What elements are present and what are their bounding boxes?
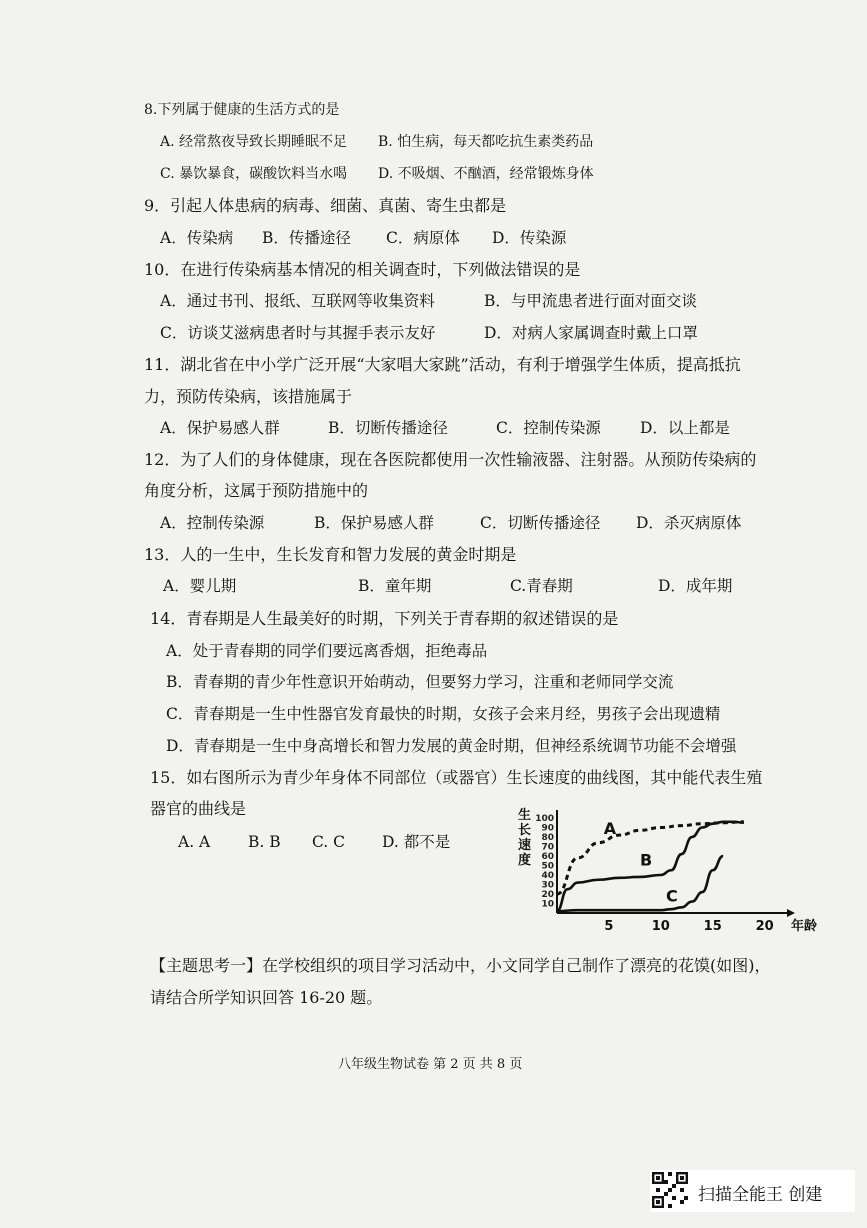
q14-option-d: D．青春期是一生中身高增长和智力发展的黄金时期，但神经系统调节功能不会增强 bbox=[166, 737, 737, 755]
q10-option-c: C．访谈艾滋病患者时与其握手表示友好 bbox=[160, 324, 436, 342]
y-tick-label: 100 bbox=[535, 814, 554, 824]
q11-option-b: B．切断传播途径 bbox=[328, 419, 448, 437]
q13-option-a: A．婴儿期 bbox=[163, 577, 237, 595]
q14-option-c: C．青春期是一生中性器官发育最快的时期，女孩子会来月经，男孩子会出现遗精 bbox=[166, 705, 721, 723]
y-axis-label-char: 生 bbox=[518, 808, 532, 823]
topic-line2: 请结合所学知识回答 16-20 题。 bbox=[150, 988, 383, 1007]
y-tick-label: 10 bbox=[541, 899, 554, 910]
question-13-stem: 13．人的一生中，生长发育和智力发展的黄金时期是 bbox=[144, 545, 517, 564]
q8-option-a: A. 经常熬夜导致长期睡眠不足 bbox=[160, 134, 348, 150]
y-tick-label: 40 bbox=[541, 871, 554, 881]
y-axis-label-char: 速 bbox=[518, 838, 532, 853]
q14-option-b: B．青春期的青少年性意识开始萌动，但要努力学习，注重和老师同学交流 bbox=[166, 673, 674, 691]
question-11-stem-line2: 力，预防传染病，该措施属于 bbox=[144, 387, 353, 406]
q15-option-a: A. A bbox=[178, 833, 211, 851]
y-axis-label-char: 度 bbox=[518, 853, 532, 868]
y-axis-label-char: 长 bbox=[518, 823, 532, 838]
q10-option-d: D．对病人家属调查时戴上口罩 bbox=[484, 324, 698, 342]
q15-option-b: B. B bbox=[248, 833, 281, 851]
question-15-stem-line1: 15．如右图所示为青少年身体不同部位（或器官）生长速度的曲线图，其中能代表生殖 bbox=[150, 768, 763, 787]
y-tick-label: 80 bbox=[541, 833, 554, 843]
question-9-stem: 9．引起人体患病的病毒、细菌、真菌、寄生虫都是 bbox=[144, 196, 507, 215]
growth-speed-chart bbox=[505, 803, 818, 943]
q13-option-d: D．成年期 bbox=[658, 577, 733, 595]
series-label-a: A bbox=[603, 819, 617, 839]
x-tick-label: 10 bbox=[651, 919, 670, 934]
q9-option-b: B．传播途径 bbox=[262, 229, 351, 247]
y-tick-label: 90 bbox=[541, 823, 554, 834]
question-8-stem: 8.下列属于健康的生活方式的是 bbox=[144, 102, 340, 118]
y-tick-label: 50 bbox=[541, 861, 554, 872]
q11-option-a: A．保护易感人群 bbox=[160, 419, 280, 437]
question-11-stem-line1: 11．湖北省在中小学广泛开展“大家唱大家跳”活动，有利于增强学生体质，提高抵抗 bbox=[144, 355, 741, 374]
q10-option-a: A．通过书刊、报纸、互联网等收集资料 bbox=[160, 292, 435, 310]
q12-option-b: B．保护易感人群 bbox=[314, 514, 434, 532]
x-tick-label: 5 bbox=[604, 919, 614, 934]
q11-option-d: D．以上都是 bbox=[640, 419, 730, 437]
q8-option-b: B. 怕生病，每天都吃抗生素类药品 bbox=[378, 134, 594, 150]
watermark-text: 扫描全能王 创建 bbox=[698, 1185, 823, 1205]
series-label-b: B bbox=[640, 850, 653, 870]
q10-option-b: B．与甲流患者进行面对面交谈 bbox=[484, 292, 697, 310]
x-tick-label: 15 bbox=[703, 919, 722, 934]
y-tick-label: 20 bbox=[541, 890, 554, 900]
series-label-c: C bbox=[666, 886, 678, 906]
question-12-stem-line2: 角度分析，这属于预防措施中的 bbox=[144, 481, 369, 500]
x-tick-label: 20 bbox=[755, 919, 774, 934]
question-14-stem: 14．青春期是人生最美好的时期，下列关于青春期的叙述错误的是 bbox=[150, 609, 619, 628]
q11-option-c: C．控制传染源 bbox=[496, 419, 601, 437]
qr-code-icon bbox=[652, 1172, 688, 1208]
topic-line1: 【主题思考一】在学校组织的项目学习活动中，小文同学自己制作了漂亮的花馍(如图)， bbox=[150, 956, 771, 975]
q12-option-c: C．切断传播途径 bbox=[480, 514, 601, 532]
scanner-watermark bbox=[650, 1170, 855, 1212]
q9-option-c: C．病原体 bbox=[386, 229, 460, 247]
q13-option-b: B．童年期 bbox=[358, 577, 432, 595]
y-tick-label: 70 bbox=[541, 842, 554, 853]
question-15-stem-line2: 器官的曲线是 bbox=[150, 799, 247, 818]
x-axis-label: 年龄 bbox=[791, 919, 818, 934]
q9-option-d: D．传染源 bbox=[492, 229, 567, 247]
q15-option-c: C. C bbox=[312, 833, 346, 851]
question-12-stem-line1: 12．为了人们的身体健康，现在各医院都使用一次性输液器、注射器。从预防传染病的 bbox=[144, 450, 757, 469]
x-axis-arrow bbox=[787, 909, 795, 917]
q9-option-a: A．传染病 bbox=[160, 229, 234, 247]
question-10-stem: 10．在进行传染病基本情况的相关调查时，下列做法错误的是 bbox=[144, 260, 581, 279]
y-tick-label: 30 bbox=[541, 880, 554, 891]
q12-option-d: D．杀灭病原体 bbox=[636, 514, 742, 532]
q12-option-a: A．控制传染源 bbox=[160, 514, 265, 532]
y-tick-label: 60 bbox=[541, 852, 554, 862]
page-footer: 八年级生物试卷 第 2 页 共 8 页 bbox=[338, 1057, 523, 1072]
q13-option-c: C.青春期 bbox=[510, 577, 573, 595]
q8-option-d: D. 不吸烟、不酗酒，经常锻炼身体 bbox=[378, 166, 594, 182]
q14-option-a: A．处于青春期的同学们要远离香烟，拒绝毒品 bbox=[166, 642, 488, 660]
q8-option-c: C. 暴饮暴食，碳酸饮料当水喝 bbox=[160, 166, 348, 182]
q15-option-d: D. 都不是 bbox=[382, 833, 451, 851]
